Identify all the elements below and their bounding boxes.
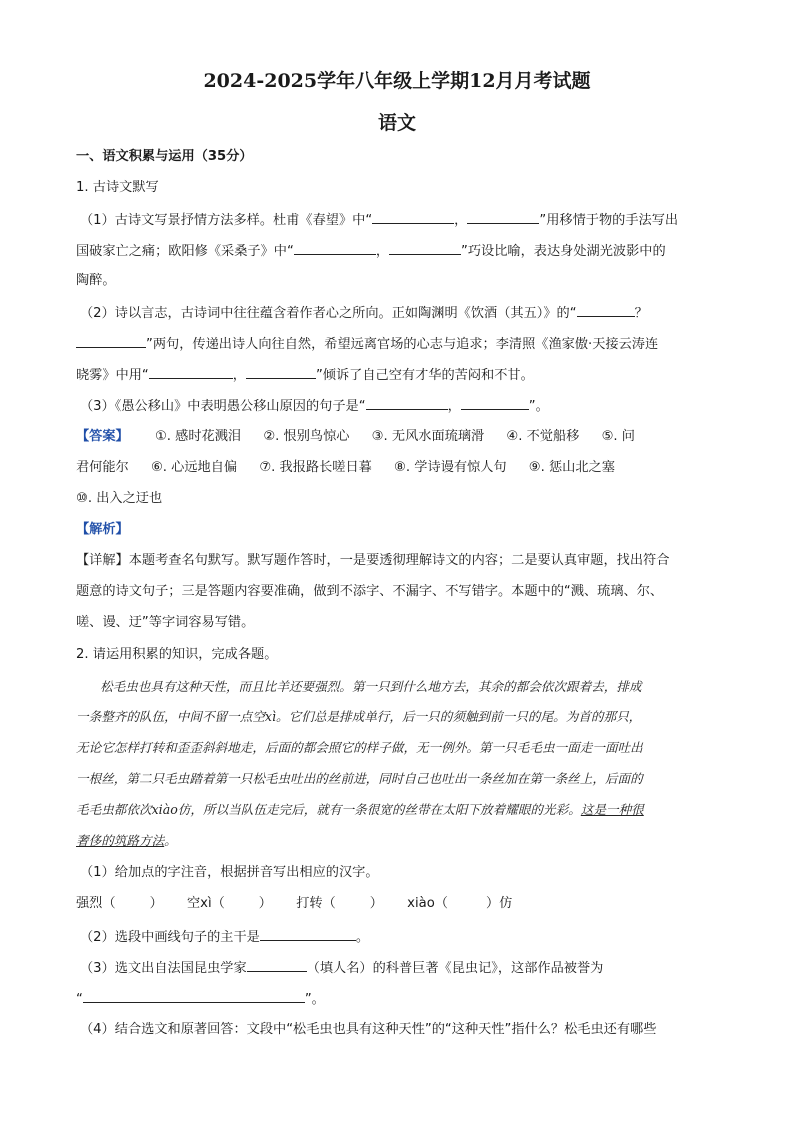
- passage-line3: 无论它怎样打转和歪歪斜斜地走，后面的都会照它的样子做，无一例外。第一只毛毛虫一面走一面吐出: [76, 740, 643, 755]
- q1-part2-line3: 晓雾》中用“ ， ”倾诉了自己空有才华的苦闷和不甘。: [76, 365, 721, 385]
- detail-line3: 嗟、谩、迂”等字词容易写错。: [76, 615, 255, 630]
- answer-label: 【答案】: [76, 429, 129, 444]
- blank: [247, 958, 307, 972]
- answers-line3: ⑩. 出入之迂也: [76, 491, 163, 506]
- passage-line2: 一条整齐的队伍，中间不留一点空xì。它们总是排成单行，后一只的须触到前一只的尾。为首的那只，: [76, 709, 642, 724]
- q1-part1-line1: （1）古诗文写景抒情方法多样。杜甫《春望》中“ ， ”用移情于物的手法写出: [80, 210, 725, 230]
- question-1-title: 1. 古诗文默写: [76, 180, 159, 195]
- q2-sub1: （1）给加点的字注音，根据拼音写出相应的汉字。: [80, 865, 379, 880]
- blank: [366, 396, 448, 410]
- passage-line4: 一根丝，第二只毛虫踏着第一只松毛虫吐出的丝前进，同时自己也吐出一条丝加在第一条丝上，后面的: [76, 771, 643, 786]
- q2-sub1-items: 强烈（ ） 空xì（ ） 打转（ ） xiào（ ）仿: [76, 896, 513, 911]
- blank: [372, 210, 454, 224]
- answers-line2: 君何能尔 ⑥. 心远地自偏 ⑦. 我报路长嗟日暮 ⑧. 学诗谩有惊人句 ⑨. 惩山北之塞: [76, 460, 615, 475]
- blank: [76, 334, 146, 348]
- subject-title: 语文: [377, 112, 416, 134]
- q2-sub3-line2: “ ”。: [76, 989, 721, 1009]
- passage-line5: 毛毛虫都依次xiào仿，所以当队伍走完后，就有一条很宽的丝带在太阳下放着耀眼的光彩。这是一种很: [76, 802, 644, 817]
- detail-line2: 题意的诗文句子；三是答题内容要准确，做到不添字、不漏字、不写错字。本题中的“溅、琉璃、尔、: [76, 584, 664, 599]
- blank: [389, 241, 461, 255]
- blank: [294, 241, 376, 255]
- q1-part1-line2: 国破家亡之痛；欧阳修《采桑子》中“ ， ”巧设比喻，表达身处湖光波影中的: [76, 241, 721, 261]
- analysis-label: 【解析】: [76, 522, 129, 537]
- exam-title: 2024-2025学年八年级上学期12月月考试题: [203, 70, 591, 92]
- underlined-sentence: 这是一种很: [580, 802, 644, 817]
- q2-sub3-line1: （3）选文出自法国昆虫学家 （填人名）的科普巨著《昆虫记》，这部作品被誉为: [80, 958, 725, 978]
- blank: [149, 365, 233, 379]
- q2-sub4: （4）结合选文和原著回答：文段中“松毛虫也具有这种天性”的“这种天性”指什么？松毛虫还有哪些: [80, 1022, 657, 1037]
- blank: [467, 210, 539, 224]
- blank: [260, 927, 356, 941]
- q2-sub2: （2）选段中画线句子的主干是 。: [80, 927, 725, 947]
- blank: [83, 989, 305, 1003]
- passage-line6: 奢侈的筑路方法。: [76, 833, 177, 848]
- blank: [461, 396, 529, 410]
- detail-line1: 【详解】本题考查名句默写。默写题作答时，一是要透彻理解诗文的内容；二是要认真审题，找出符合: [76, 553, 670, 568]
- q1-part2-line2: ”两句，传递出诗人向往自然，希望远离官场的心志与追求；李清照《渔家傲·天接云涛连: [76, 334, 721, 354]
- underlined-sentence-end: 奢侈的筑路方法: [76, 833, 165, 848]
- blank: [577, 303, 635, 317]
- blank: [246, 365, 316, 379]
- q1-part1-line3: 陶醉。: [76, 273, 116, 288]
- answers-line1: 【答案】 ①. 感时花溅泪 ②. 恨别鸟惊心 ③. 无风水面琉璃滑 ④. 不觉船移 ⑤. 问: [76, 429, 635, 444]
- section-heading: 一、语文积累与运用（35分）: [76, 149, 253, 164]
- passage-line1: 松毛虫也具有这种天性，而且比羊还要强烈。第一只到什么地方去，其余的都会依次跟着去，排成: [100, 679, 642, 694]
- question-2-title: 2. 请运用积累的知识，完成各题。: [76, 647, 278, 662]
- q1-part3: （3）《愚公移山》中表明愚公移山原因的句子是“ ， ”。: [80, 396, 725, 416]
- q1-part2-line1: （2）诗以言志，古诗词中往往蕴含着作者心之所向。正如陶渊明《饮酒（其五）》的“ ？: [80, 303, 725, 323]
